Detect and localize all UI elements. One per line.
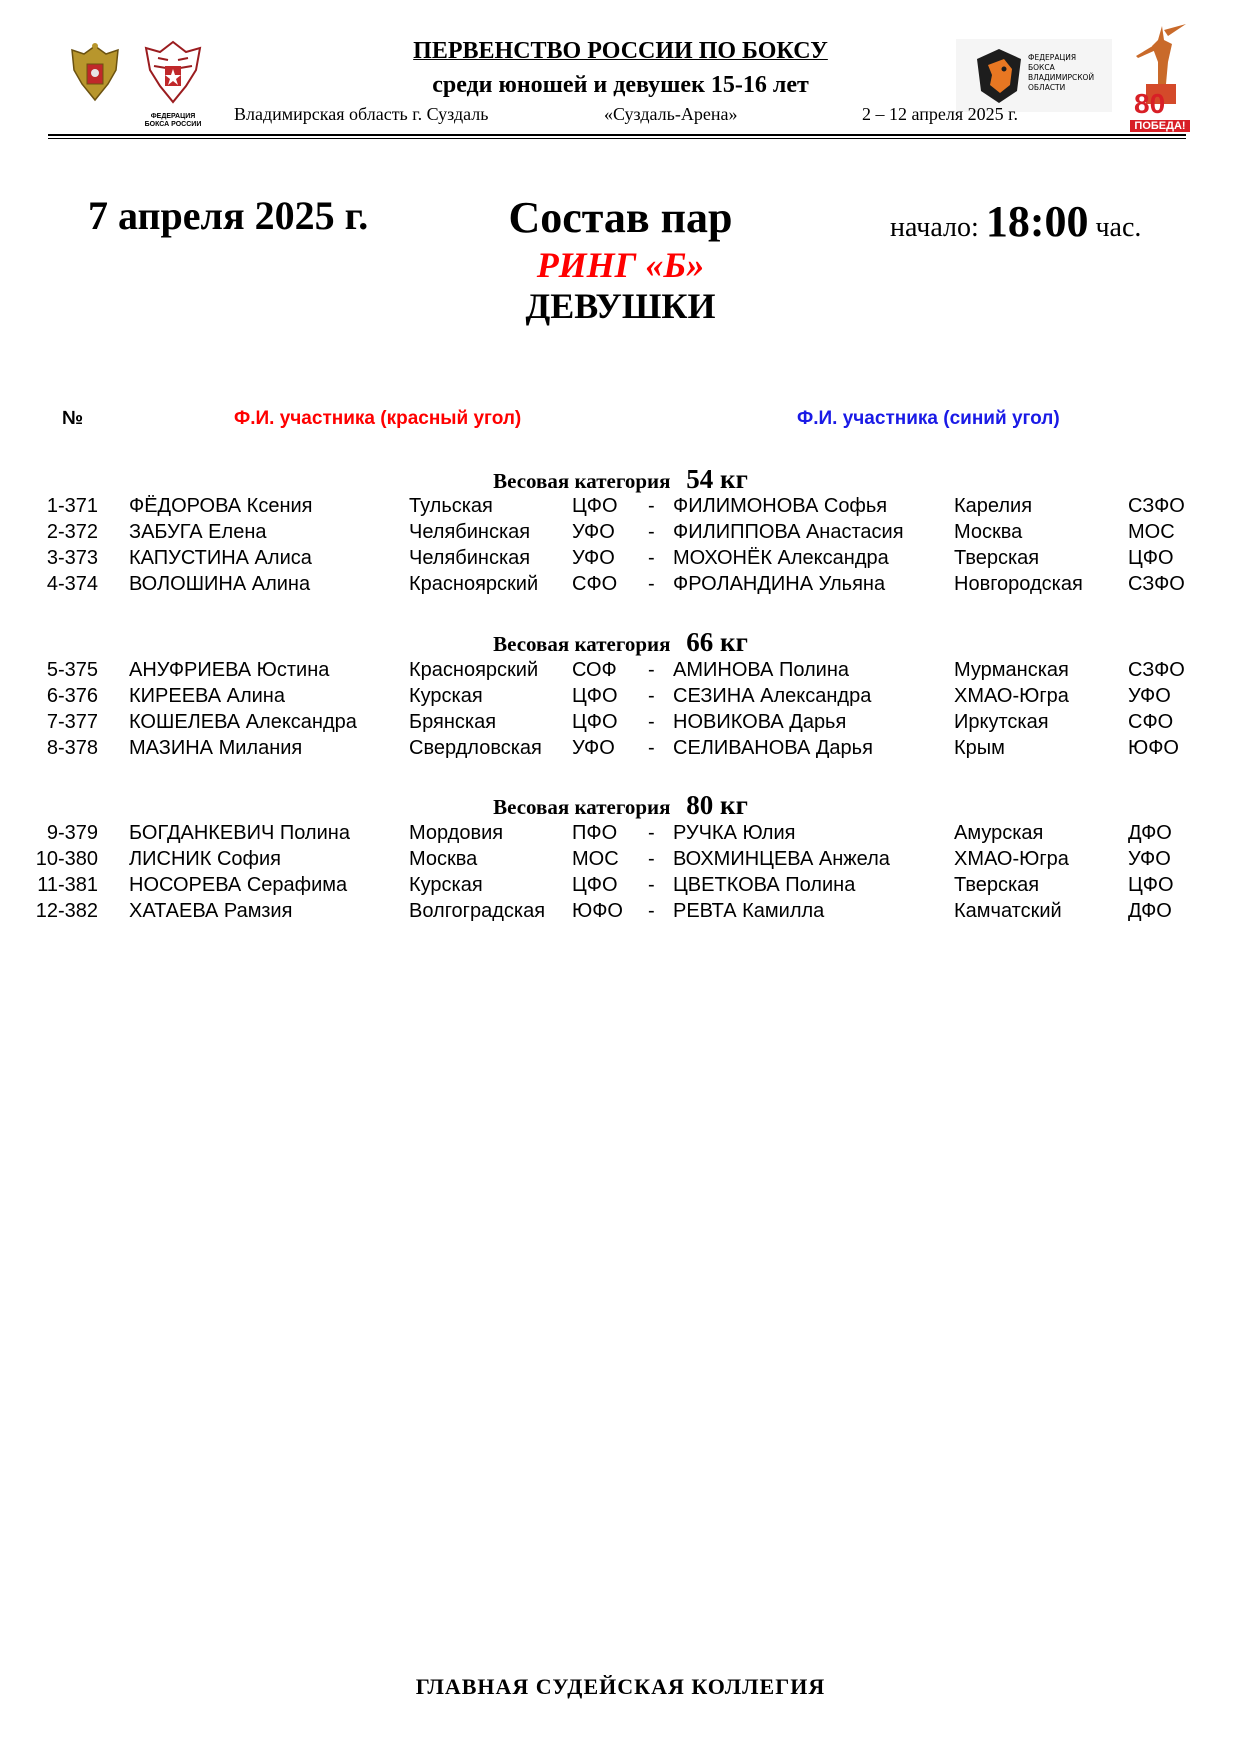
vs-dash: -: [648, 737, 655, 759]
vs-dash: -: [648, 822, 655, 844]
category-label: Весовая категория: [493, 469, 671, 493]
bout-row: [0, 573, 1241, 599]
category-weight: 66 кг: [686, 627, 748, 657]
red-corner-district: УФО: [572, 521, 615, 543]
bout-row: [0, 711, 1241, 737]
blue-corner-district: ЦФО: [1128, 874, 1174, 896]
header-rule-thin: [48, 138, 1186, 139]
red-corner-name: КАПУСТИНА Алиса: [129, 547, 312, 569]
bout-number: 8-378: [46, 737, 98, 759]
red-corner-district: СОФ: [572, 659, 617, 681]
blue-corner-name: АМИНОВА Полина: [673, 659, 850, 681]
blue-corner-name: ВОХМИНЦЕВА Анжела: [673, 848, 890, 870]
vs-dash: -: [648, 495, 655, 517]
blue-corner-region: Тверская: [954, 874, 1040, 896]
bout-row: [0, 737, 1241, 763]
blue-corner-district: УФО: [1128, 848, 1171, 870]
blue-corner-name: НОВИКОВА Дарья: [673, 711, 847, 733]
blue-corner-district: СЗФО: [1128, 659, 1185, 681]
blue-corner-region: Камчатский: [954, 900, 1062, 922]
category-label: Весовая категория: [493, 795, 671, 819]
blue-corner-district: ЮФО: [1128, 737, 1179, 759]
red-corner-name: ЛИСНИК София: [129, 848, 281, 870]
category-label: Весовая категория: [493, 632, 671, 656]
bout-row: [0, 659, 1241, 685]
blue-corner-district: ЦФО: [1128, 547, 1174, 569]
red-corner-name: МАЗИНА Милания: [129, 737, 303, 759]
ring-label: РИНГ «Б»: [536, 245, 705, 285]
blue-corner-region: Амурская: [954, 822, 1044, 844]
blue-corner-district: МОС: [1128, 521, 1175, 543]
red-corner-district: ЦФО: [572, 495, 618, 517]
group-label: ДЕВУШКИ: [525, 286, 716, 326]
bout-row: [0, 848, 1241, 874]
red-corner-region: Свердловская: [409, 737, 542, 759]
category-weight: 80 кг: [686, 790, 748, 820]
vs-dash: -: [648, 848, 655, 870]
bout-row: [0, 900, 1241, 926]
red-corner-name: БОГДАНКЕВИЧ Полина: [129, 822, 350, 844]
red-corner-name: КИРЕЕВА Алина: [129, 685, 285, 707]
blue-corner-name: СЕЗИНА Александра: [673, 685, 872, 707]
vs-dash: -: [648, 659, 655, 681]
bout-number: 4-374: [46, 573, 98, 595]
blue-corner-region: ХМАО-Югра: [954, 685, 1069, 707]
victory-80-number: 80: [1134, 88, 1166, 119]
red-corner-district: ЮФО: [572, 900, 623, 922]
bout-number: 2-372: [46, 521, 98, 543]
vladimir-federation-logo-text: ФЕДЕРАЦИЯ БОКСА ВЛАДИМИРСКОЙ ОБЛАСТИ: [1028, 53, 1095, 92]
bout-number: 1-371: [46, 495, 98, 517]
bout-number: 6-376: [46, 685, 98, 707]
boxing-federation-logo-text: ФЕДЕРАЦИЯ БОКСА РОССИИ: [144, 113, 202, 128]
red-corner-name: НОСОРЕВА Серафима: [129, 874, 348, 896]
red-corner-district: ПФО: [572, 822, 618, 844]
bout-number: 9-379: [46, 822, 98, 844]
venue-text: «Суздаль-Арена»: [604, 104, 738, 124]
blue-corner-region: ХМАО-Югра: [954, 848, 1069, 870]
blue-corner-name: ФИЛИМОНОВА Софья: [673, 495, 888, 517]
blue-corner-region: Иркутская: [954, 711, 1049, 733]
start-time-block: [890, 196, 1141, 247]
blue-corner-name: МОХОНЁК Александра: [673, 547, 889, 569]
bout-number: 5-375: [46, 659, 98, 681]
red-corner-region: Брянская: [409, 711, 497, 733]
start-time: 18:00: [985, 197, 1089, 246]
vs-dash: -: [648, 711, 655, 733]
championship-title: ПЕРВЕНСТВО РОССИИ ПО БОКСУ: [413, 38, 828, 64]
red-corner-region: Челябинская: [409, 547, 531, 569]
red-corner-district: УФО: [572, 547, 615, 569]
red-corner-region: Тульская: [409, 495, 493, 517]
blue-corner-district: ДФО: [1128, 900, 1172, 922]
blue-corner-region: Новгородская: [954, 573, 1083, 595]
bout-number: 10-380: [35, 848, 98, 870]
blue-corner-region: Москва: [954, 521, 1023, 543]
blue-corner-region: Тверская: [954, 547, 1040, 569]
bout-row: [0, 685, 1241, 711]
red-corner-region: Курская: [409, 874, 483, 896]
blue-corner-district: СЗФО: [1128, 495, 1185, 517]
vs-dash: -: [648, 573, 655, 595]
red-corner-district: УФО: [572, 737, 615, 759]
bout-row: [0, 822, 1241, 848]
red-corner-region: Челябинская: [409, 521, 531, 543]
bout-number: 11-381: [37, 874, 98, 896]
category-weight: 54 кг: [686, 464, 748, 494]
blue-corner-district: УФО: [1128, 685, 1171, 707]
championship-subtitle: среди юношей и девушек 15-16 лет: [432, 72, 809, 98]
red-corner-district: МОС: [572, 848, 619, 870]
start-label: начало:: [890, 212, 979, 243]
competition-dates: 2 – 12 апреля 2025 г.: [862, 104, 1018, 124]
red-corner-name: КОШЕЛЕВА Александра: [129, 711, 357, 733]
bout-row: [0, 547, 1241, 573]
blue-corner-region: Мурманская: [954, 659, 1069, 681]
victory-text: ПОБЕДА!: [1130, 120, 1190, 132]
red-corner-district: СФО: [572, 573, 618, 595]
bout-row: [0, 874, 1241, 900]
red-corner-name: АНУФРИЕВА Юстина: [129, 659, 330, 681]
bout-row: [0, 495, 1241, 521]
red-corner-region: Мордовия: [409, 822, 504, 844]
column-header-number: №: [62, 408, 84, 429]
bout-number: 7-377: [46, 711, 98, 733]
location-text: Владимирская область г. Суздаль: [234, 104, 489, 124]
blue-corner-name: ЦВЕТКОВА Полина: [673, 874, 856, 896]
column-header-red-corner: Ф.И. участника (красный угол): [234, 408, 522, 429]
bout-row: [0, 521, 1241, 547]
header-rule: [48, 134, 1186, 136]
red-corner-region: Волгоградская: [409, 900, 546, 922]
footer-signature: ГЛАВНАЯ СУДЕЙСКАЯ КОЛЛЕГИЯ: [415, 1674, 826, 1699]
red-corner-district: ЦФО: [572, 711, 618, 733]
vs-dash: -: [648, 521, 655, 543]
red-corner-name: ВОЛОШИНА Алина: [129, 573, 311, 595]
red-corner-district: ЦФО: [572, 685, 618, 707]
red-corner-region: Красноярский: [409, 659, 539, 681]
column-header-blue-corner: Ф.И. участника (синий угол): [797, 408, 1060, 429]
start-unit: час.: [1095, 212, 1142, 243]
bout-number: 3-373: [46, 547, 98, 569]
blue-corner-region: Карелия: [954, 495, 1033, 517]
weight-category-heading: [0, 790, 1241, 821]
vs-dash: -: [648, 547, 655, 569]
bout-number: 12-382: [35, 900, 98, 922]
red-corner-region: Красноярский: [409, 573, 539, 595]
red-corner-region: Москва: [409, 848, 478, 870]
weight-category-heading: [0, 464, 1241, 495]
blue-corner-district: СЗФО: [1128, 573, 1185, 595]
red-corner-region: Курская: [409, 685, 483, 707]
blue-corner-name: ФРОЛАНДИНА Ульяна: [673, 573, 886, 595]
red-corner-name: ЗАБУГА Елена: [129, 521, 267, 543]
red-corner-name: ХАТАЕВА Рамзия: [129, 900, 293, 922]
blue-corner-name: СЕЛИВАНОВА Дарья: [673, 737, 873, 759]
blue-corner-district: ДФО: [1128, 822, 1172, 844]
red-corner-district: ЦФО: [572, 874, 618, 896]
bout-date: 7 апреля 2025 г.: [88, 193, 369, 238]
page-title: Состав пар: [508, 193, 733, 242]
blue-corner-district: СФО: [1128, 711, 1174, 733]
vs-dash: -: [648, 874, 655, 896]
blue-corner-name: РУЧКА Юлия: [673, 822, 796, 844]
blue-corner-name: РЕВТА Камилла: [673, 900, 825, 922]
weight-category-heading: [0, 627, 1241, 658]
red-corner-name: ФЁДОРОВА Ксения: [129, 495, 313, 517]
vs-dash: -: [648, 685, 655, 707]
blue-corner-region: Крым: [954, 737, 1005, 759]
vs-dash: -: [648, 900, 655, 922]
blue-corner-name: ФИЛИППОВА Анастасия: [673, 521, 904, 543]
